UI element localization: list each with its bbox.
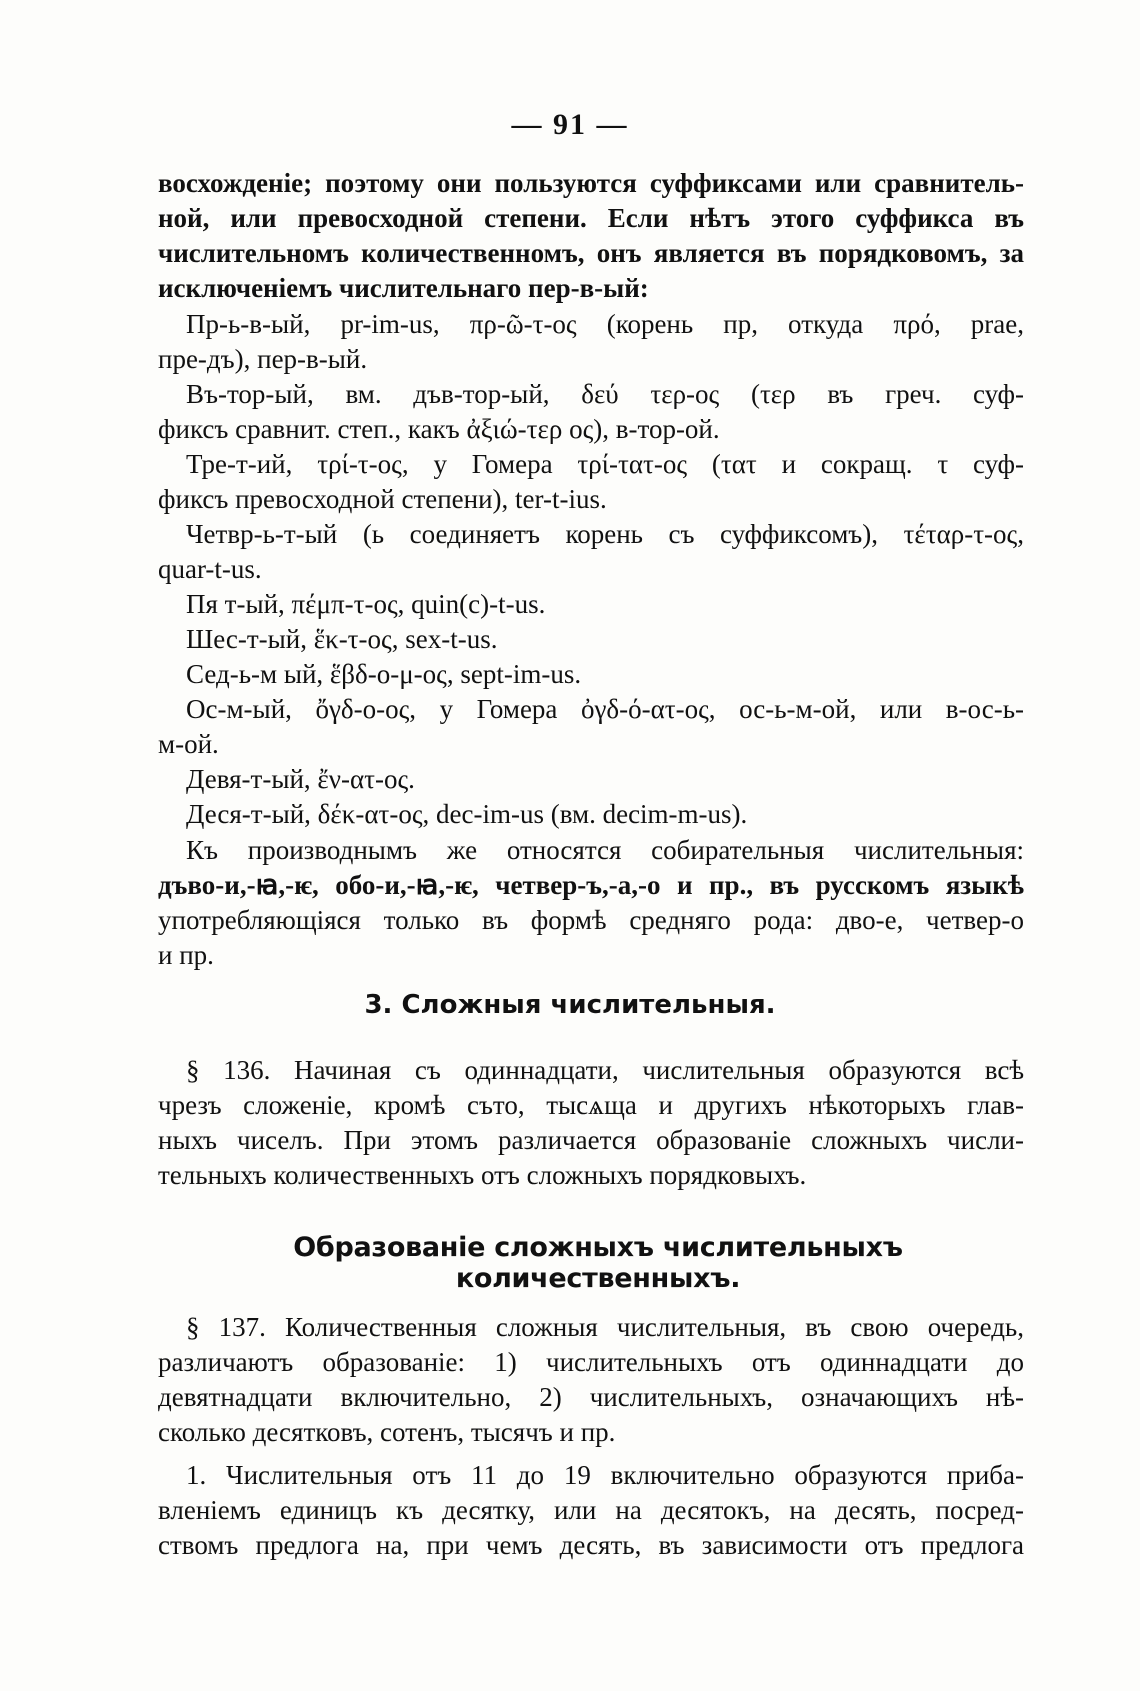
- text-line: дъво-и,-ꙗ,-ѥ, обо-и,-ꙗ,-ѥ, четвер-ъ,-а,-о и пр., въ русскомъ языкѣ: [158, 870, 1024, 900]
- ordinal-entry-line: Четвр-ь-т-ый (ь соединяетъ корень съ суффиксомъ), τέταρ-τ-ος,: [186, 519, 1024, 549]
- text-line: Къ производнымъ же относятся собирательныя числительныя:: [186, 835, 1024, 865]
- text-line: ствомъ предлога на, при чемъ десять, въ зависимости отъ предлога: [158, 1530, 1024, 1560]
- text-line: исключеніемъ числительнаго пер-в-ый:: [158, 273, 649, 303]
- text-block-intro: [158, 166, 1024, 306]
- text-line: тельныхъ количественныхъ отъ сложныхъ порядковыхъ.: [158, 1160, 807, 1190]
- ordinal-entry-line: м-ой.: [158, 729, 219, 759]
- ordinal-entry-line: Ос-м-ый, ὄγδ-ο-ος, у Гомера ὀγδ-ό-ατ-ος, ос-ь-м-ой, или в-ос-ь-: [186, 694, 1024, 724]
- section-heading: 3. Сложныя числительныя.: [364, 990, 776, 1020]
- ordinal-entry-line: Тре-т-ий, τρί-τ-ος, у Гомера τρί-τατ-ος (τατ и сокращ. τ суф-: [186, 449, 1024, 479]
- text-line: вленіемъ единицъ къ десятку, или на десятокъ, на десять, посред-: [158, 1495, 1024, 1525]
- ordinal-entry-line: Въ-тор-ый, вм. дъв-тор-ый, δεύ τερ-ος (τερ въ греч. суф-: [186, 379, 1024, 409]
- ordinal-entry-line: фиксъ сравнит. степ., какъ ἀξιώ-τερ ος), в-тор-ой.: [158, 414, 720, 444]
- paragraph-136: [158, 1053, 1024, 1193]
- ordinal-entry-line: Пр-ь-в-ый, pr-im-us, πρ-ῶ-τ-ος (корень пр, откуда πρό, prae,: [186, 309, 1024, 339]
- ordinal-entry-line: Деся-т-ый, δέκ-ατ-ος, dec-im-us (вм. decim-m-us).: [186, 799, 748, 829]
- ordinal-entry-line: Сед-ь-м ый, ἕβδ-ο-μ-ος, sept-im-us.: [186, 659, 582, 689]
- text-line: восхожденіе; поэтому они пользуются суффиксами или сравнитель-: [158, 168, 1024, 198]
- text-line: ной, или превосходной степени. Если нѣтъ этого суффикса въ: [158, 203, 1024, 233]
- text-line: ныхъ чиселъ. При этомъ различается образованіе сложныхъ числи-: [158, 1125, 1024, 1155]
- text-line: девятнадцати включительно, 2) числительныхъ, означающихъ нѣ-: [158, 1382, 1024, 1412]
- paragraph-137: [158, 1310, 1024, 1450]
- ordinal-entry-line: quar-t-us.: [158, 554, 262, 584]
- text-line: чрезъ сложеніе, кромѣ съто, тысѧща и другихъ нѣкоторыхъ глав-: [158, 1090, 1024, 1120]
- text-line: § 137. Количественныя сложныя числительныя, въ свою очередь,: [186, 1312, 1024, 1342]
- ordinal-entry-line: Пя т-ый, πέμπ-τ-ος, quin(c)-t-us.: [186, 589, 546, 619]
- text-line: § 136. Начиная съ одиннадцати, числительныя образуются всѣ: [186, 1055, 1024, 1085]
- subsection-heading: Образованіе сложныхъ числительныхъ количественныхъ.: [293, 1232, 903, 1294]
- ordinal-entry-line: Шес-т-ый, ἕκ-τ-ος, sex-t-us.: [186, 624, 498, 654]
- ordinal-entry-line: пре-дъ), пер-в-ый.: [158, 344, 368, 374]
- text-line: различаютъ образованіе: 1) числительныхъ отъ одиннадцати до: [158, 1347, 1024, 1377]
- text-line: 1. Числительныя отъ 11 до 19 включительно образуются приба-: [186, 1460, 1024, 1490]
- ordinal-entry-line: Девя-т-ый, ἔν-ατ-ος.: [186, 764, 415, 794]
- text-line: употребляющіяся только въ формѣ средняго рода: дво-е, четвер-о: [158, 905, 1024, 935]
- page-number: — 91 —: [511, 108, 629, 141]
- text-line: и пр.: [158, 940, 214, 970]
- ordinal-list: [158, 307, 1024, 832]
- text-line: числительномъ количественномъ, онъ является въ порядковомъ, за: [158, 238, 1024, 268]
- paragraph-1: [158, 1458, 1024, 1563]
- text-line: сколько десятковъ, сотенъ, тысячъ и пр.: [158, 1417, 616, 1447]
- ordinal-entry-line: фиксъ превосходной степени), ter-t-ius.: [158, 484, 607, 514]
- text-block-collectives: [158, 833, 1024, 973]
